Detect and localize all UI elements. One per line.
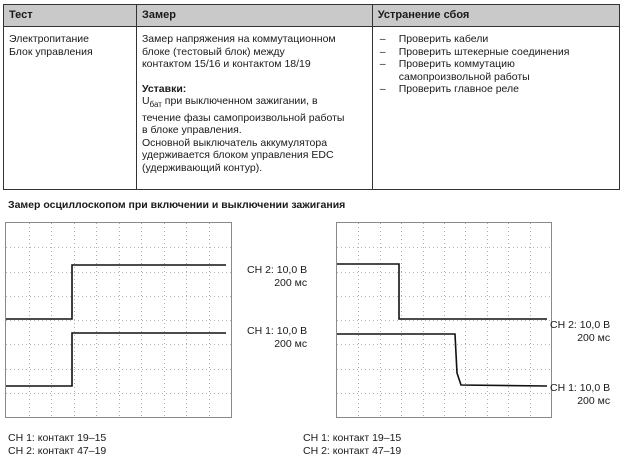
fix-list bbox=[378, 33, 614, 96]
right-ch2-label bbox=[550, 319, 610, 345]
ch2-timebase: 200 мс bbox=[577, 332, 611, 344]
oscilloscope-right bbox=[336, 222, 552, 418]
ch2-scale: CH 2: 10,0 В bbox=[247, 264, 308, 276]
left-legend bbox=[8, 432, 106, 458]
legend-ch1: CH 1: контакт 19–15 bbox=[8, 432, 107, 444]
settings-symbol: U bbox=[141, 95, 150, 107]
settings-line: Основной выключатель аккумулятора bbox=[141, 136, 328, 149]
ch1-scale: CH 1: 10,0 В bbox=[247, 325, 308, 337]
table-header-row bbox=[4, 5, 620, 27]
settings-subscript: бат bbox=[149, 100, 162, 110]
settings-line bbox=[142, 95, 367, 112]
left-ch2-label bbox=[247, 264, 307, 290]
header-test: Тест bbox=[4, 5, 137, 27]
cell-fix bbox=[372, 27, 619, 190]
scope-right-svg bbox=[337, 223, 551, 417]
right-ch1-label bbox=[550, 382, 610, 408]
settings-line: течение фазы самопроизвольной работы bbox=[141, 111, 345, 124]
legend-ch2: CH 2: контакт 47–19 bbox=[8, 445, 107, 457]
ch1-timebase: 200 мс bbox=[274, 338, 308, 350]
header-measurement: Замер bbox=[136, 5, 372, 27]
test-line: Электропитание bbox=[9, 33, 89, 45]
scope-left-svg bbox=[6, 223, 231, 417]
right-legend bbox=[303, 432, 401, 458]
cell-measurement bbox=[136, 27, 372, 190]
settings-line-text: при выключенном зажигании, в bbox=[161, 95, 318, 107]
fix-text: Проверить штекерные соединения bbox=[398, 45, 570, 58]
ch2-timebase: 200 мс bbox=[274, 277, 308, 289]
measurement-line: контактом 15/16 и контактом 18/19 bbox=[141, 58, 311, 70]
ch2-trace bbox=[337, 264, 547, 319]
troubleshooting-table bbox=[3, 4, 620, 190]
dash: – bbox=[379, 45, 386, 58]
ch1-trace bbox=[337, 334, 547, 386]
settings-title: Уставки: bbox=[141, 82, 187, 95]
ch1-timebase: 200 мс bbox=[577, 395, 611, 407]
fix-text: Проверить главное реле bbox=[398, 83, 520, 95]
scope-grid bbox=[337, 223, 551, 417]
legend-ch2: CH 2: контакт 47–19 bbox=[303, 445, 402, 457]
dash: – bbox=[379, 58, 386, 70]
oscilloscope-left bbox=[5, 222, 232, 418]
fix-text: самопроизвольной работы bbox=[398, 70, 530, 83]
test-line: Блок управления bbox=[9, 45, 93, 58]
list-item bbox=[378, 58, 614, 83]
cell-test bbox=[4, 27, 137, 190]
settings-line: (удерживающий контур). bbox=[141, 161, 263, 174]
measurement-line: блоке (тестовый блок) между bbox=[141, 45, 285, 58]
measurement-line: Замер напряжения на коммутационном bbox=[141, 33, 336, 45]
table-row bbox=[4, 27, 620, 190]
header-fix: Устранение сбоя bbox=[372, 5, 619, 27]
section-title: Замер осциллоскопом при включении и выключении зажигания bbox=[8, 199, 346, 211]
list-item bbox=[378, 33, 614, 46]
list-item bbox=[378, 46, 614, 59]
dash: – bbox=[379, 83, 386, 95]
settings-line: удерживается блоком управления EDC bbox=[141, 149, 334, 162]
ch1-scale: CH 1: 10,0 В bbox=[550, 382, 611, 394]
ch2-scale: CH 2: 10,0 В bbox=[550, 319, 611, 331]
fix-text: Проверить кабели bbox=[398, 33, 489, 45]
dash: – bbox=[379, 33, 386, 45]
left-ch1-label bbox=[247, 325, 307, 351]
legend-ch1: CH 1: контакт 19–15 bbox=[303, 432, 402, 444]
list-item bbox=[378, 83, 614, 96]
settings-line: в блоке управления. bbox=[141, 124, 242, 137]
ch2-trace bbox=[6, 265, 226, 319]
ch1-trace bbox=[6, 333, 226, 386]
scope-grid bbox=[6, 223, 231, 417]
fix-text: Проверить коммутацию bbox=[398, 58, 515, 70]
